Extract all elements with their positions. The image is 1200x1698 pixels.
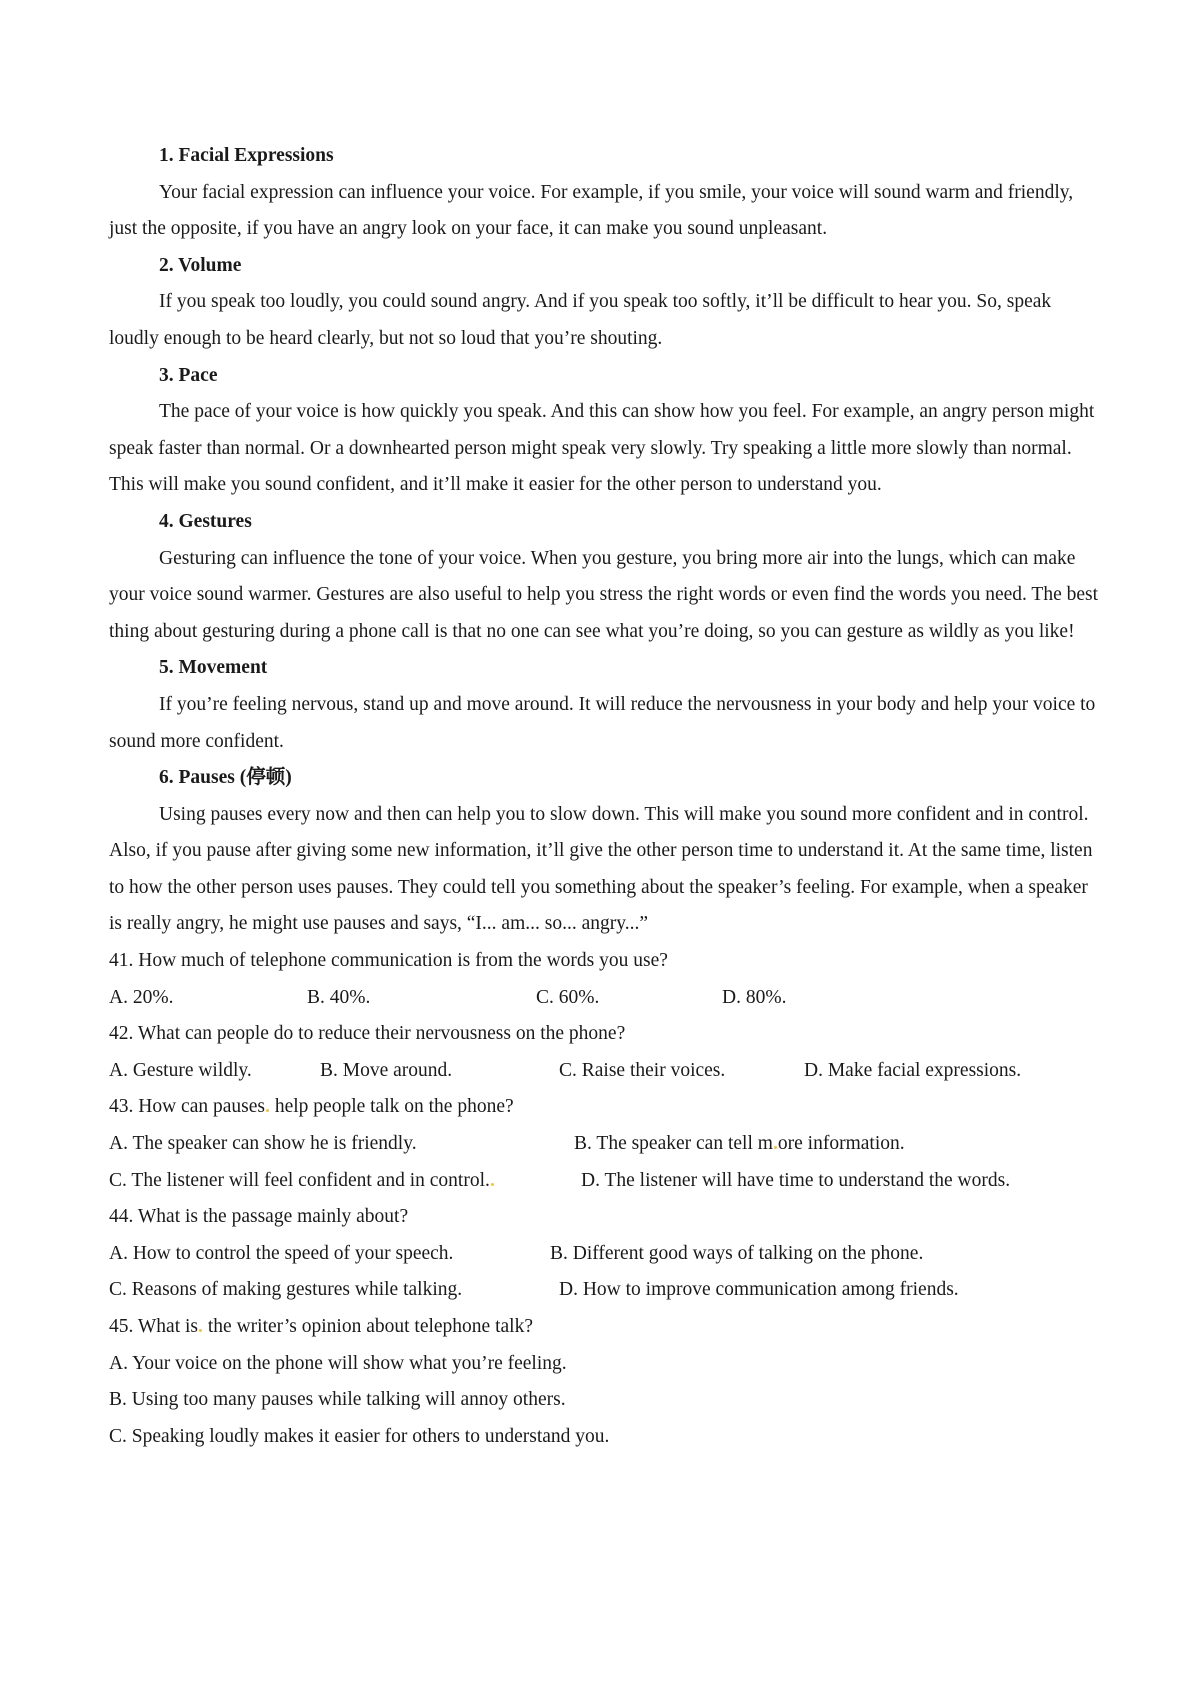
option-43-b-text-end: ore information. — [777, 1133, 905, 1155]
option-42-d[interactable]: D. Make facial expressions. — [804, 1059, 1022, 1081]
question-43-options-row-2 — [109, 1163, 1104, 1200]
option-41-c[interactable]: C. 60%. — [536, 986, 600, 1008]
option-43-a[interactable]: A. The speaker can show he is friendly. — [109, 1133, 417, 1155]
option-44-b[interactable]: B. Different good ways of talking on the phone. — [550, 1242, 924, 1264]
question-44: 44. What is the passage mainly about? — [109, 1206, 409, 1228]
highlight-dot — [491, 1183, 494, 1186]
question-42-options — [109, 1053, 1104, 1090]
question-43-text-start: 43. How can pauses — [109, 1096, 265, 1118]
option-43-d[interactable]: D. The listener will have time to understand the words. — [581, 1169, 1011, 1191]
section-text-facial-expressions: Your facial expression can influence your voice. For example, if you smile, your voice will sound warm and friendly, just the opposite, if you have an angry look on your face, it can make you sound unpleasant. — [109, 181, 1074, 240]
highlight-dot — [774, 1146, 777, 1149]
question-42: 42. What can people do to reduce their nervousness on the phone? — [109, 1023, 626, 1045]
option-43-c[interactable] — [109, 1163, 495, 1200]
option-45-c[interactable]: C. Speaking loudly makes it easier for others to understand you. — [109, 1425, 610, 1447]
option-44-d[interactable]: D. How to improve communication among friends. — [559, 1279, 959, 1301]
option-42-c[interactable]: C. Raise their voices. — [559, 1059, 726, 1081]
question-45-text-end: the writer’s opinion about telephone talk? — [203, 1316, 533, 1337]
option-45-a[interactable]: A. Your voice on the phone will show what you’re feeling. — [109, 1352, 567, 1374]
highlight-dot — [266, 1109, 269, 1112]
section-text-pauses: Using pauses every now and then can help you to slow down. This will make you sound more confident and in control. Also, if you pause after giving some new information, it’ll give the other person time to understand it. At the same time, listen to how the other person uses pauses. They could tell you something about the speaker’s feeling. For example, when a speaker is really angry, he might use pauses and says, “I... am... so... angry...” — [109, 803, 1093, 935]
question-44-options-row-1 — [109, 1236, 1104, 1273]
option-44-c[interactable]: C. Reasons of making gestures while talking. — [109, 1279, 463, 1301]
section-text-pace: The pace of your voice is how quickly you speak. And this can show how you feel. For example, an angry person might speak faster than normal. Or a downhearted person might speak very slowly. Try speaking a little more slowly than normal. This will make you sound confident, and it’ll make it easier for the other person to understand you. — [109, 401, 1095, 496]
section-text-movement: If you’re feeling nervous, stand up and move around. It will reduce the nervousness in your body and help your voice to sound more confident. — [109, 693, 1096, 752]
option-43-c-text: C. The listener will feel confident and in control. — [109, 1169, 490, 1191]
section-heading-pauses: 6. Pauses (停顿) — [159, 767, 292, 789]
question-45 — [109, 1309, 1104, 1346]
section-heading-volume: 2. Volume — [159, 254, 242, 276]
question-44-options-row-2 — [109, 1272, 1104, 1309]
option-41-d[interactable]: D. 80%. — [722, 986, 787, 1008]
option-44-a[interactable]: A. How to control the speed of your speech. — [109, 1242, 454, 1264]
option-42-a[interactable]: A. Gesture wildly. — [109, 1059, 252, 1081]
question-41-options — [109, 980, 1104, 1017]
reading-passage — [109, 138, 1104, 1455]
option-41-a[interactable]: A. 20%. — [109, 986, 174, 1008]
highlight-dot — [199, 1329, 202, 1332]
question-43-options-row-1 — [109, 1126, 1104, 1163]
option-43-b[interactable] — [574, 1126, 905, 1163]
section-text-volume: If you speak too loudly, you could sound angry. And if you speak too softly, it’ll be difficult to hear you. So, speak loudly enough to be heard clearly, but not so loud that you’re shouting. — [109, 291, 1052, 349]
question-45-text-start: 45. What is — [109, 1316, 199, 1337]
question-43-text-end: help people talk on the phone? — [269, 1096, 514, 1118]
option-43-b-text-start: B. The speaker can tell m — [574, 1133, 773, 1155]
option-42-b[interactable]: B. Move around. — [320, 1059, 453, 1081]
section-heading-facial-expressions: 1. Facial Expressions — [159, 145, 334, 166]
section-heading-gestures: 4. Gestures — [159, 510, 252, 532]
option-41-b[interactable]: B. 40%. — [307, 986, 371, 1008]
question-41: 41. How much of telephone communication is from the words you use? — [109, 950, 668, 972]
section-text-gestures: Gesturing can influence the tone of your voice. When you gesture, you bring more air into the lungs, which can make your voice sound warmer. Gestures are also useful to help you stress the right words or even find the words you need. The best thing about gesturing during a phone call is that no one can see what you’re doing, so you can gesture as wildly as you like! — [109, 547, 1099, 642]
section-heading-movement: 5. Movement — [159, 657, 268, 679]
question-43 — [109, 1089, 1104, 1126]
section-heading-pace: 3. Pace — [159, 364, 218, 386]
option-45-b[interactable]: B. Using too many pauses while talking will annoy others. — [109, 1389, 566, 1411]
